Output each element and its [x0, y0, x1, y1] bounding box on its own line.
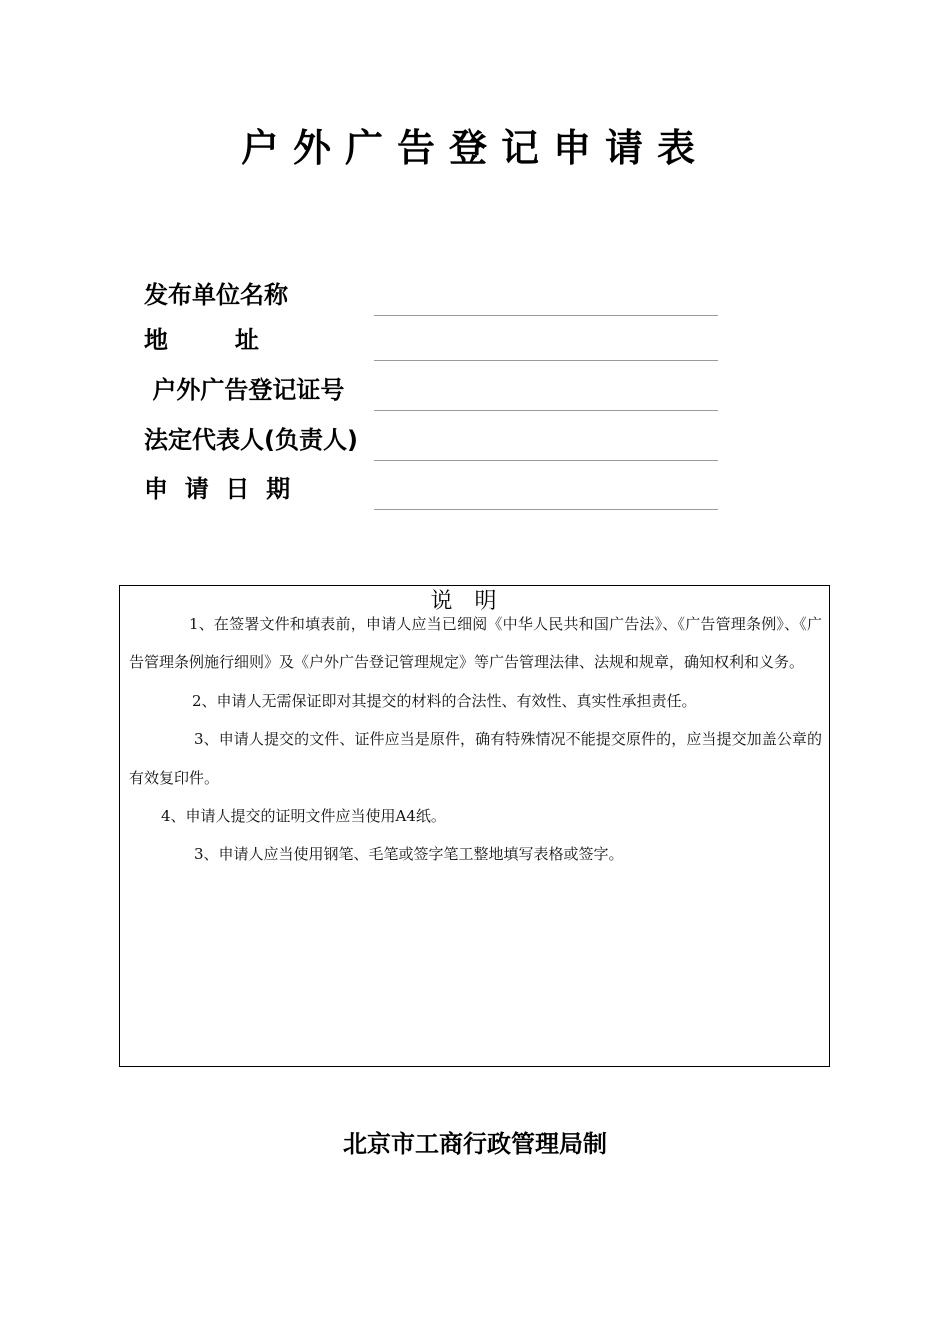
issuing-authority: 北京市工商行政管理局制 — [343, 1130, 607, 1158]
instruction-item: 4、申请人提交的证明文件应当使用A4纸。 — [161, 807, 446, 826]
registration-number-input-line[interactable] — [374, 410, 718, 411]
instructions-body — [129, 605, 822, 874]
instruction-item: 3、申请人提交的文件、证件应当是原件，确有特殊情况不能提交原件的，应当提交加盖公章的有效复印件。 — [129, 730, 822, 787]
instruction-item: 1、在签署文件和填表前，申请人应当已细阅《中华人民共和国广告法》、《广告管理条例》、《广告管理条例施行细则》及《户外广告登记管理规定》等广告管理法律、法规和规章，确知权利和义务。 — [129, 615, 822, 672]
instructions-box — [119, 585, 830, 1067]
application-date-field — [144, 470, 720, 510]
instructions-title: 说明 — [430, 589, 519, 614]
instruction-item: 2、申请人无需保证即对其提交的材料的合法性、有效性、真实性承担责任。 — [192, 691, 697, 710]
address-label: 地 址 — [144, 326, 259, 354]
address-field — [144, 321, 720, 361]
application-date-input-line[interactable] — [374, 509, 718, 510]
registration-number-field — [144, 371, 720, 411]
publisher-name-input-line[interactable] — [374, 315, 718, 316]
application-date-label: 申 请 日 期 — [144, 475, 291, 503]
legal-representative-input-line[interactable] — [374, 460, 718, 461]
address-input-line[interactable] — [374, 360, 718, 361]
legal-representative-label: 法定代表人(负责人) — [144, 426, 358, 454]
page-title: 户外广告登记申请表 — [240, 126, 709, 170]
instruction-item: 3、申请人应当使用钢笔、毛笔或签字笔工整地填写表格或签字。 — [194, 845, 624, 864]
legal-representative-field — [144, 421, 720, 461]
registration-number-label: 户外广告登记证号 — [144, 376, 345, 404]
publisher-name-label: 发布单位名称 — [144, 281, 288, 309]
publisher-name-field — [144, 276, 720, 316]
